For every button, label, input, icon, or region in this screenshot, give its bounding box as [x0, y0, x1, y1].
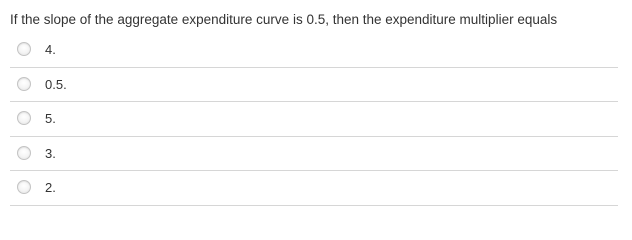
- answer-option-label: 2.: [45, 180, 56, 195]
- answer-option-1[interactable]: [10, 33, 618, 68]
- radio-button[interactable]: [17, 146, 31, 160]
- answer-option-label: 3.: [45, 145, 56, 161]
- answer-options: [10, 33, 618, 206]
- answer-option-label: 0.5.: [45, 76, 67, 92]
- radio-button[interactable]: [17, 42, 31, 56]
- answer-option-5[interactable]: [10, 171, 618, 206]
- radio-button[interactable]: [17, 77, 31, 91]
- radio-button[interactable]: [17, 180, 31, 194]
- answer-option-label: 4.: [45, 42, 56, 57]
- radio-button[interactable]: [17, 111, 31, 125]
- answer-option-3[interactable]: [10, 102, 618, 137]
- answer-option-2[interactable]: [10, 68, 618, 103]
- answer-option-4[interactable]: [10, 137, 618, 172]
- question-text: If the slope of the aggregate expenditure curve is 0.5, then the expenditure multiplier equals: [10, 12, 558, 27]
- answer-option-label: 5.: [45, 111, 56, 126]
